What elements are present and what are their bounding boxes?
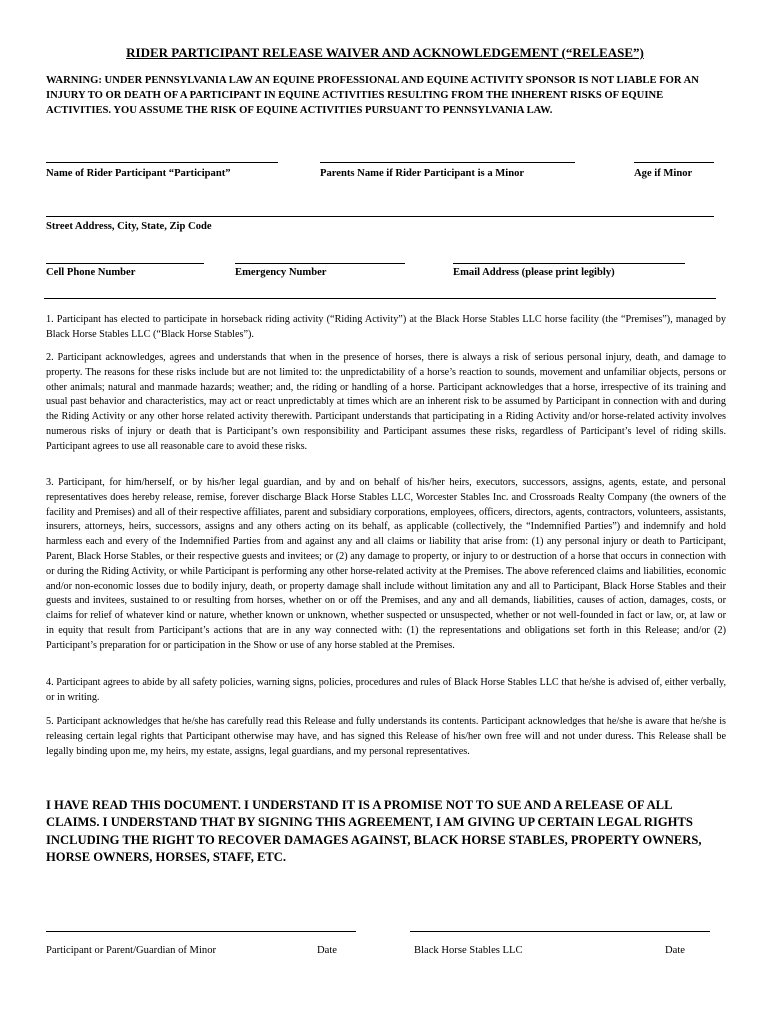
emergency-number-line[interactable]	[235, 263, 405, 264]
emergency-number-label: Emergency Number	[235, 267, 327, 278]
section-divider	[44, 298, 716, 299]
paragraph-3: 3. Participant, for him/herself, or by his/her legal guardian, and by and on behalf of his/her heirs, executors, successors, assigns, agents, estate, and personal representatives does hereby release, remise, forever discharge Black Horse Stables LLC, Worcester Stables Inc. and Crossroads Realty Company (the owners of the facility and Premises) and all of their respective affiliates, parent and subsidiary corporations, employees, officers, directors, agents, contractors, volunteers, assistants, insurers, attorneys, heirs, successors, assigns and any others acting on its behalf, as applicable (collectively, the “Indemnified Parties”) and indemnify and hold harmless each and every of the Indemnified Parties from and against any and all claims or liability that arise from: (1) any personal injury or death to Participant, Parent, Black Horse Stables, or their respective guests and invitees; or (2) any damage to property, or injury to or destruction of a horse that occurs in connection with or during the Riding Activity, or while Participant is performing any other horse-related activity at the Premises. The above referenced claims and liabilities, economic and/or non-economic losses due to bodily injury, death, or property damage shall include without limitation any and all to Participant, Black Horse Stables and their guests and invitees, sustained to or resulting from horses, whether on or off the Premises, and any and all demands, liabilities, causes of action, damages, costs, or claims for relief of whatever kind or nature, whether known or unknown, whether suspected or unsuspected, whether or not well-founded in fact or law, or, at law or in equity that result from Participant’s actions that are in any way connected with: (1) the representations and obligations set forth in this Release; and/or (2) Participant’s preparation for or participation in the Show or use of any horse stabled at the Premises.	[46, 477, 726, 651]
date-label-left: Date	[317, 945, 337, 956]
acknowledgement-statement: I HAVE READ THIS DOCUMENT. I UNDERSTAND IT IS A PROMISE NOT TO SUE AND A RELEASE OF ALL CLAIMS. I UNDERSTAND THAT BY SIGNING THIS AGREEMENT, I AM GIVING UP CERTAIN LEGAL RIGHTS INCLUDING THE RIGHT TO RECOVER DAMAGES AGAINST, BLACK HORSE STABLES, PROPERTY OWNERS, HORSE OWNERS, HORSES, STAFF, ETC.	[46, 798, 702, 865]
participant-guardian-label: Participant or Parent/Guardian of Minor	[46, 945, 217, 956]
street-address-label: Street Address, City, State, Zip Code	[46, 221, 212, 232]
participant-name-label: Name of Rider Participant “Participant”	[46, 168, 231, 179]
document-title: RIDER PARTICIPANT RELEASE WAIVER AND ACKNOWLEDGEMENT (“RELEASE”)	[126, 45, 644, 60]
email-line[interactable]	[453, 263, 685, 264]
cell-phone-line[interactable]	[46, 263, 204, 264]
paragraph-1: 1. Participant has elected to participate in horseback riding activity (“Riding Activity”) at the Black Horse Stables LLC horse facility (the “Premises”), managed by Black Horse Stables LLC (“Black Horse Stables”).	[46, 314, 726, 340]
date-label-right: Date	[665, 945, 685, 956]
age-line[interactable]	[634, 162, 714, 163]
company-label: Black Horse Stables LLC	[414, 945, 523, 956]
participant-name-line[interactable]	[46, 162, 278, 163]
paragraph-2: 2. Participant acknowledges, agrees and understands that when in the presence of horses, there is always a risk of serious personal injury, death, and damage to property. The reasons for these risks include but are not limited to: the unpredictability of a horse’s reaction to sounds, movement and unfamiliar objects, persons or other animals; natural and manmade hazards; weather; and, the riding or handling of a horse. Participant acknowledges that a horse, irrespective of its training and usual past behavior and characteristics, may act or react unpredictably at times which are an inherent risk to be assumed by Participant in connection with and during the Riding Activity or any other horse related activity therewith. Participant understands that participating in a Riding Activity and/or horse-related activity involves numerous risks of injury or death that is Participant’s own responsibility and Participant assumes these risks, regardless of Participant’s level of riding skills. Participant agrees to use all reasonable care to avoid these risks.	[46, 352, 726, 452]
street-address-line[interactable]	[46, 216, 714, 217]
cell-phone-label: Cell Phone Number	[46, 267, 136, 278]
paragraph-5: 5. Participant acknowledges that he/she has carefully read this Release and fully understands its contents. Participant acknowledges that he/she is aware that he/she is releasing certain legal rights that Participant otherwise may have, and has signed this Release of his/her own free will and not under duress. This Release shall be legally binding upon me, my heirs, my estate, assigns, legal guardians, and my personal representatives.	[46, 716, 726, 757]
participant-signature-line[interactable]	[46, 931, 356, 932]
parent-name-label: Parents Name if Rider Participant is a Minor	[320, 168, 525, 179]
warning-statement: WARNING: UNDER PENNSYLVANIA LAW AN EQUINE PROFESSIONAL AND EQUINE ACTIVITY SPONSOR IS NOT LIABLE FOR AN INJURY TO OR DEATH OF A PARTICIPANT IN EQUINE ACTIVITIES RESULTING FROM THE INHERENT RISKS OF EQUINE ACTIVITIES. YOU ASSUME THE RISK OF EQUINE ACTIVITIES PURSUANT TO PENNSYLVANIA LAW.	[46, 75, 699, 116]
email-label: Email Address (please print legibly)	[453, 267, 615, 278]
company-signature-line[interactable]	[410, 931, 710, 932]
paragraph-4: 4. Participant agrees to abide by all safety policies, warning signs, policies, procedures and rules of Black Horse Stables LLC that he/she is advised of, either verbally, or in writing.	[46, 677, 726, 703]
age-label: Age if Minor	[634, 168, 693, 179]
parent-name-line[interactable]	[320, 162, 575, 163]
